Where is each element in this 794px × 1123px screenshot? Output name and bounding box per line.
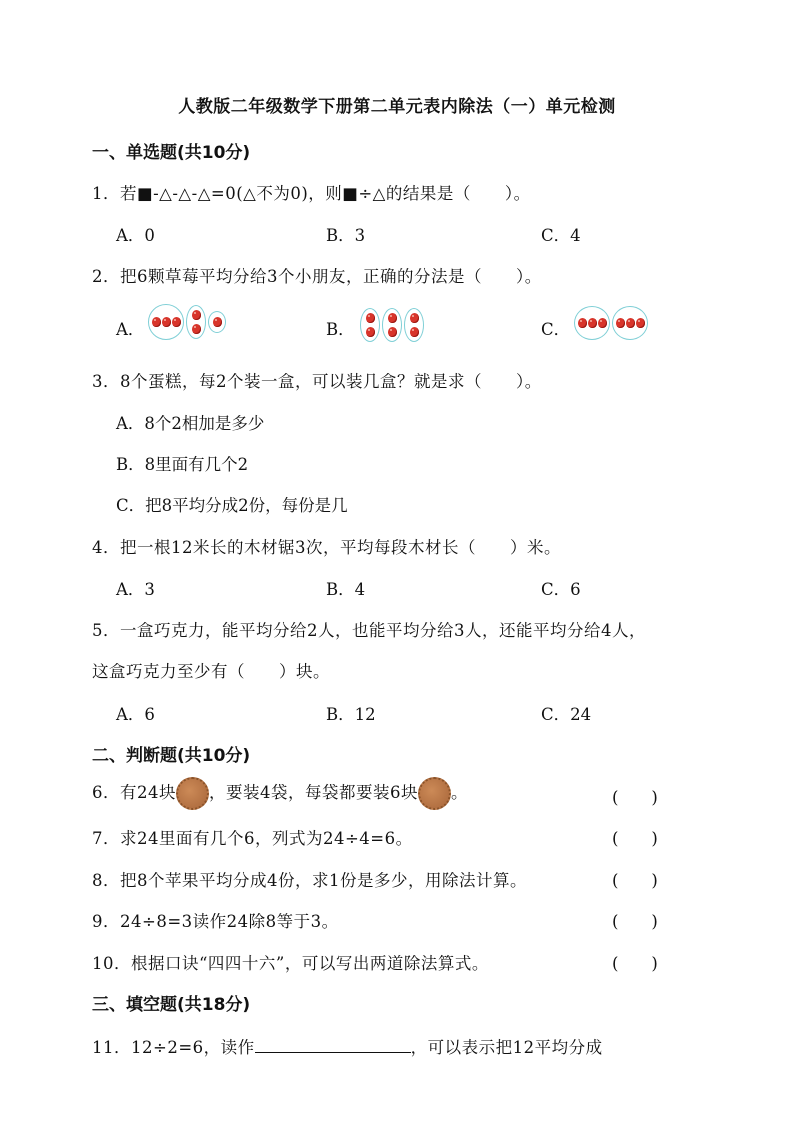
q11-blank[interactable] bbox=[255, 1038, 411, 1053]
section-heading-fill-blank: 三、填空题(共18分) bbox=[92, 995, 251, 1015]
question-3: 3．8个蛋糕，每2个装一盒，可以装几盒？就是求（ ）。 bbox=[92, 372, 542, 391]
strawberry-group bbox=[574, 306, 610, 340]
q5-option-a: A．6 bbox=[116, 705, 155, 724]
question-5-line-2: 这盒巧克力至少有（ ）块。 bbox=[92, 662, 330, 681]
q5-option-b: B．12 bbox=[326, 705, 376, 724]
question-10: 10．根据口诀“四四十六”，可以写出两道除法算式。 bbox=[92, 954, 489, 973]
strawberry-icon bbox=[598, 318, 607, 328]
question-5-line-1: 5．一盒巧克力，能平均分给2人，也能平均分给3人，还能平均分给4人， bbox=[92, 621, 646, 640]
strawberry-icon bbox=[152, 317, 161, 327]
strawberry-group bbox=[360, 308, 380, 342]
q1-option-b: B．3 bbox=[326, 226, 366, 245]
question-6 bbox=[92, 775, 468, 811]
question-8: 8．把8个苹果平均分成4份，求1份是多少，用除法计算。 bbox=[92, 871, 527, 890]
question-4: 4．把一根12米长的木材锯3次，平均每段木材长（ ）米。 bbox=[92, 538, 561, 557]
question-7: 7．求24里面有几个6，列式为24÷4=6。 bbox=[92, 829, 413, 848]
q6-answer-paren[interactable]: ( ) bbox=[612, 788, 658, 807]
q9-answer-paren[interactable]: ( ) bbox=[612, 912, 658, 931]
strawberry-icon bbox=[588, 318, 597, 328]
strawberry-icon bbox=[213, 317, 222, 327]
cookie-icon bbox=[418, 777, 451, 810]
cookie-icon bbox=[176, 777, 209, 810]
q4-option-b: B．4 bbox=[326, 580, 366, 599]
strawberry-icon bbox=[366, 327, 375, 337]
strawberry-icon bbox=[410, 313, 419, 323]
q3-option-b: B．8里面有几个2 bbox=[116, 455, 249, 474]
strawberry-group bbox=[382, 308, 402, 342]
q4-option-a: A．3 bbox=[116, 580, 155, 599]
q2-option-b-picture bbox=[360, 308, 424, 342]
strawberry-icon bbox=[578, 318, 587, 328]
q3-option-c: C．把8平均分成2份，每份是几 bbox=[116, 496, 348, 515]
strawberry-icon bbox=[636, 318, 645, 328]
strawberry-icon bbox=[388, 327, 397, 337]
strawberry-group bbox=[208, 311, 226, 333]
q2-option-b: B． bbox=[326, 320, 355, 339]
q5-option-c: C．24 bbox=[541, 705, 592, 724]
q1-option-c: C．4 bbox=[541, 226, 581, 245]
q11-text-part-1: 11．12÷2=6，读作 bbox=[92, 1038, 255, 1057]
q2-option-c-picture bbox=[574, 306, 648, 340]
q7-answer-paren[interactable]: ( ) bbox=[612, 829, 658, 848]
strawberry-group bbox=[148, 304, 184, 340]
strawberry-icon bbox=[172, 317, 181, 327]
strawberry-icon bbox=[162, 317, 171, 327]
strawberry-icon bbox=[192, 310, 201, 320]
q6-text-part-2: ，要装4袋，每袋都要装6块 bbox=[209, 783, 418, 802]
strawberry-group bbox=[404, 308, 424, 342]
q10-answer-paren[interactable]: ( ) bbox=[612, 954, 658, 973]
question-9: 9．24÷8=3读作24除8等于3。 bbox=[92, 912, 339, 931]
q6-text-part-3: 。 bbox=[451, 783, 468, 802]
q11-text-part-2: ，可以表示把12平均分成 bbox=[410, 1038, 603, 1057]
strawberry-group bbox=[612, 306, 648, 340]
q1-option-a: A．0 bbox=[116, 226, 155, 245]
strawberry-icon bbox=[388, 313, 397, 323]
strawberry-icon bbox=[366, 313, 375, 323]
question-2: 2．把6颗草莓平均分给3个小朋友，正确的分法是（ ）。 bbox=[92, 267, 542, 286]
q8-answer-paren[interactable]: ( ) bbox=[612, 871, 658, 890]
q2-option-c: C． bbox=[541, 320, 571, 339]
q2-option-a: A． bbox=[116, 320, 145, 339]
q4-option-c: C．6 bbox=[541, 580, 581, 599]
section-heading-true-false: 二、判断题(共10分) bbox=[92, 746, 251, 766]
strawberry-icon bbox=[626, 318, 635, 328]
q3-option-a: A．8个2相加是多少 bbox=[116, 414, 265, 433]
strawberry-icon bbox=[192, 324, 201, 334]
strawberry-icon bbox=[410, 327, 419, 337]
q2-option-a-picture bbox=[148, 304, 226, 340]
q6-text-part-1: 6．有24块 bbox=[92, 783, 176, 802]
question-11 bbox=[92, 1034, 603, 1058]
page-title: 人教版二年级数学下册第二单元表内除法（一）单元检测 bbox=[178, 97, 616, 117]
question-1: 1．若■-△-△-△=0(△不为0)，则■÷△的结果是（ ）。 bbox=[92, 184, 531, 203]
strawberry-group bbox=[186, 305, 206, 339]
section-heading-single-choice: 一、单选题(共10分) bbox=[92, 143, 251, 163]
strawberry-icon bbox=[616, 318, 625, 328]
